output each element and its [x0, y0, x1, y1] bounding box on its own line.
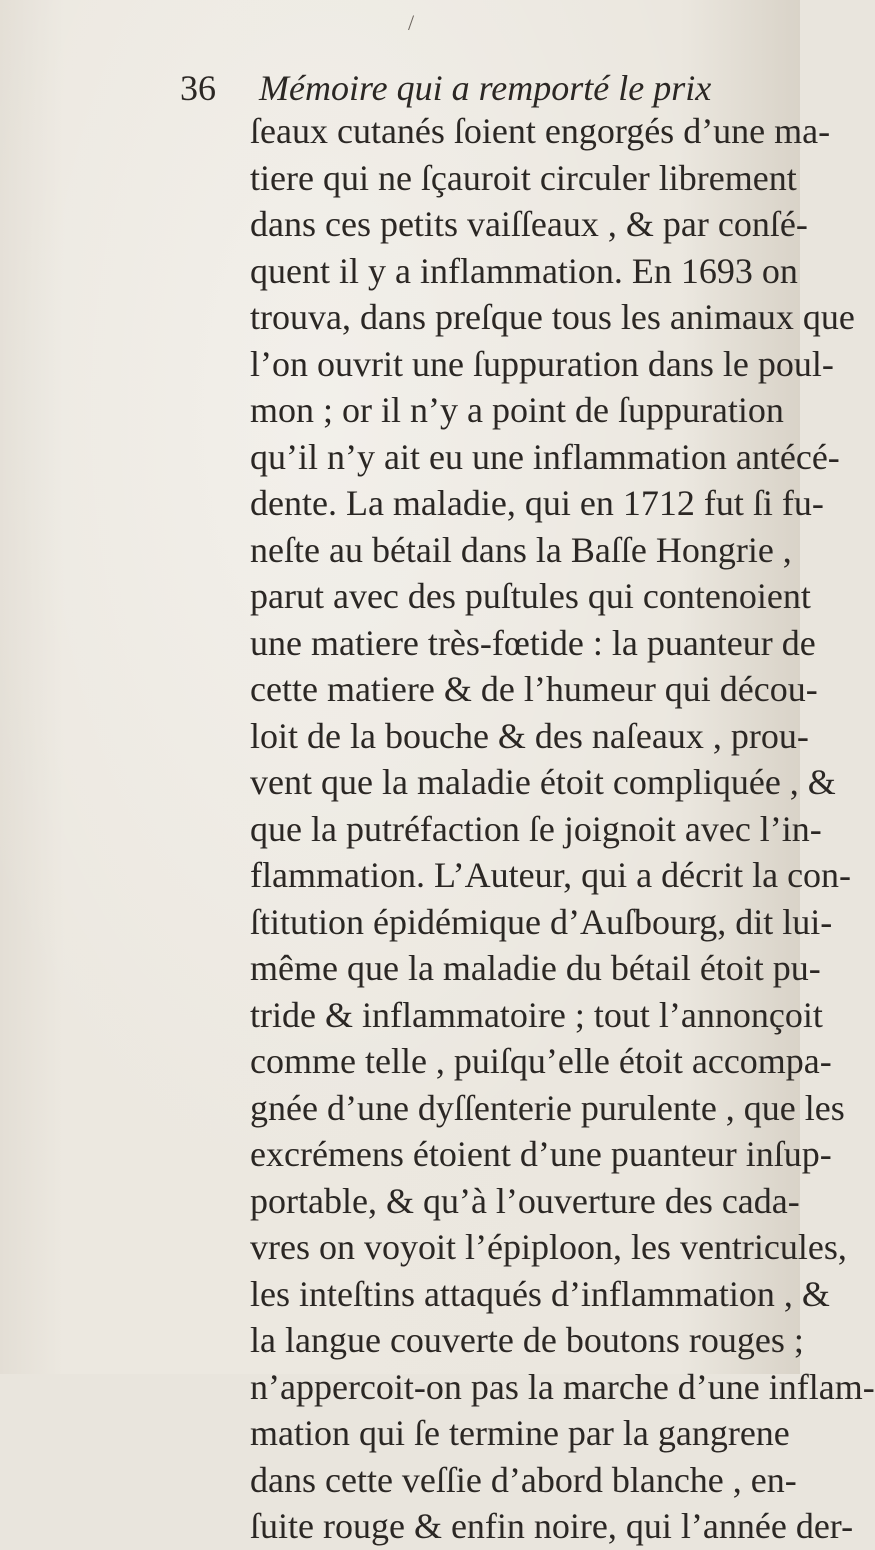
text-line: dans cette veſſie d’abord blanche , en- — [250, 1459, 797, 1500]
text-line: flammation. L’Auteur, qui a décrit la con- — [250, 855, 852, 895]
text-line: quent il y a inflammation. En 1693 on — [250, 250, 798, 291]
text-line: qu’il n’y ait eu une inflammation antécé- — [250, 436, 840, 477]
text-line: que la putréfaction ſe joignoit avec l’in- — [250, 808, 822, 849]
text-line: les inteſtins attaqués d’inflammation , & — [250, 1273, 830, 1314]
text-line: l’on ouvrit une ſuppuration dans le poul- — [250, 343, 834, 384]
text-line: cette matiere & de l’humeur qui décou- — [250, 669, 818, 709]
running-head — [180, 62, 740, 114]
text-line: la langue couverte de boutons rouges ; — [250, 1320, 804, 1360]
text-line: loit de la bouche & des naſeaux , prou- — [250, 715, 809, 756]
text-line: ſuite rouge & enfin noire, qui l’année der- — [250, 1506, 854, 1546]
text-line: ſeaux cutanés ſoient engorgés d’une ma- — [250, 111, 831, 151]
text-line: dans ces petits vaiſſeaux , & par conſé- — [250, 204, 808, 244]
text-line: gnée d’une dyſſenterie purulente , que les — [250, 1087, 845, 1128]
margin-mark: / — [408, 10, 415, 35]
text-line: tiere qui ne ſçauroit circuler librement — [250, 157, 797, 198]
text-line: mation qui ſe termine par la gangrene — [250, 1413, 790, 1453]
text-line: tride & inflammatoire ; tout l’annonçoit — [250, 994, 823, 1035]
text-line: trouva, dans preſque tous les animaux que — [250, 297, 855, 337]
text-line: portable, & qu’à l’ouverture des cada- — [250, 1180, 800, 1221]
text-line: une matiere très-fœtide : la puanteur de — [250, 622, 816, 663]
text-body — [250, 108, 875, 1550]
text-line: vres on voyoit l’épiploon, les ventricules, — [250, 1227, 847, 1267]
text-line: parut avec des puſtules qui contenoient — [250, 576, 811, 616]
text-line: dente. La maladie, qui en 1712 fut ſi fu- — [250, 483, 824, 523]
running-title: Mémoire qui a remporté le prix — [259, 68, 712, 108]
text-line: n’appercoit-on pas la marche d’une inflam- — [250, 1366, 875, 1407]
text-line: comme telle , puiſqu’elle étoit accompa- — [250, 1041, 832, 1081]
text-line: même que la maladie du bétail étoit pu- — [250, 948, 821, 988]
text-line: vent que la maladie étoit compliquée , & — [250, 762, 836, 802]
page-number: 36 — [180, 68, 216, 108]
text-line: mon ; or il n’y a point de ſuppuration — [250, 390, 784, 430]
text-line: neſte au bétail dans la Baſſe Hongrie , — [250, 529, 792, 570]
text-line: ſtitution épidémique d’Auſbourg, dit lui- — [250, 901, 833, 942]
text-line: excrémens étoient d’une puanteur inſup- — [250, 1134, 832, 1174]
